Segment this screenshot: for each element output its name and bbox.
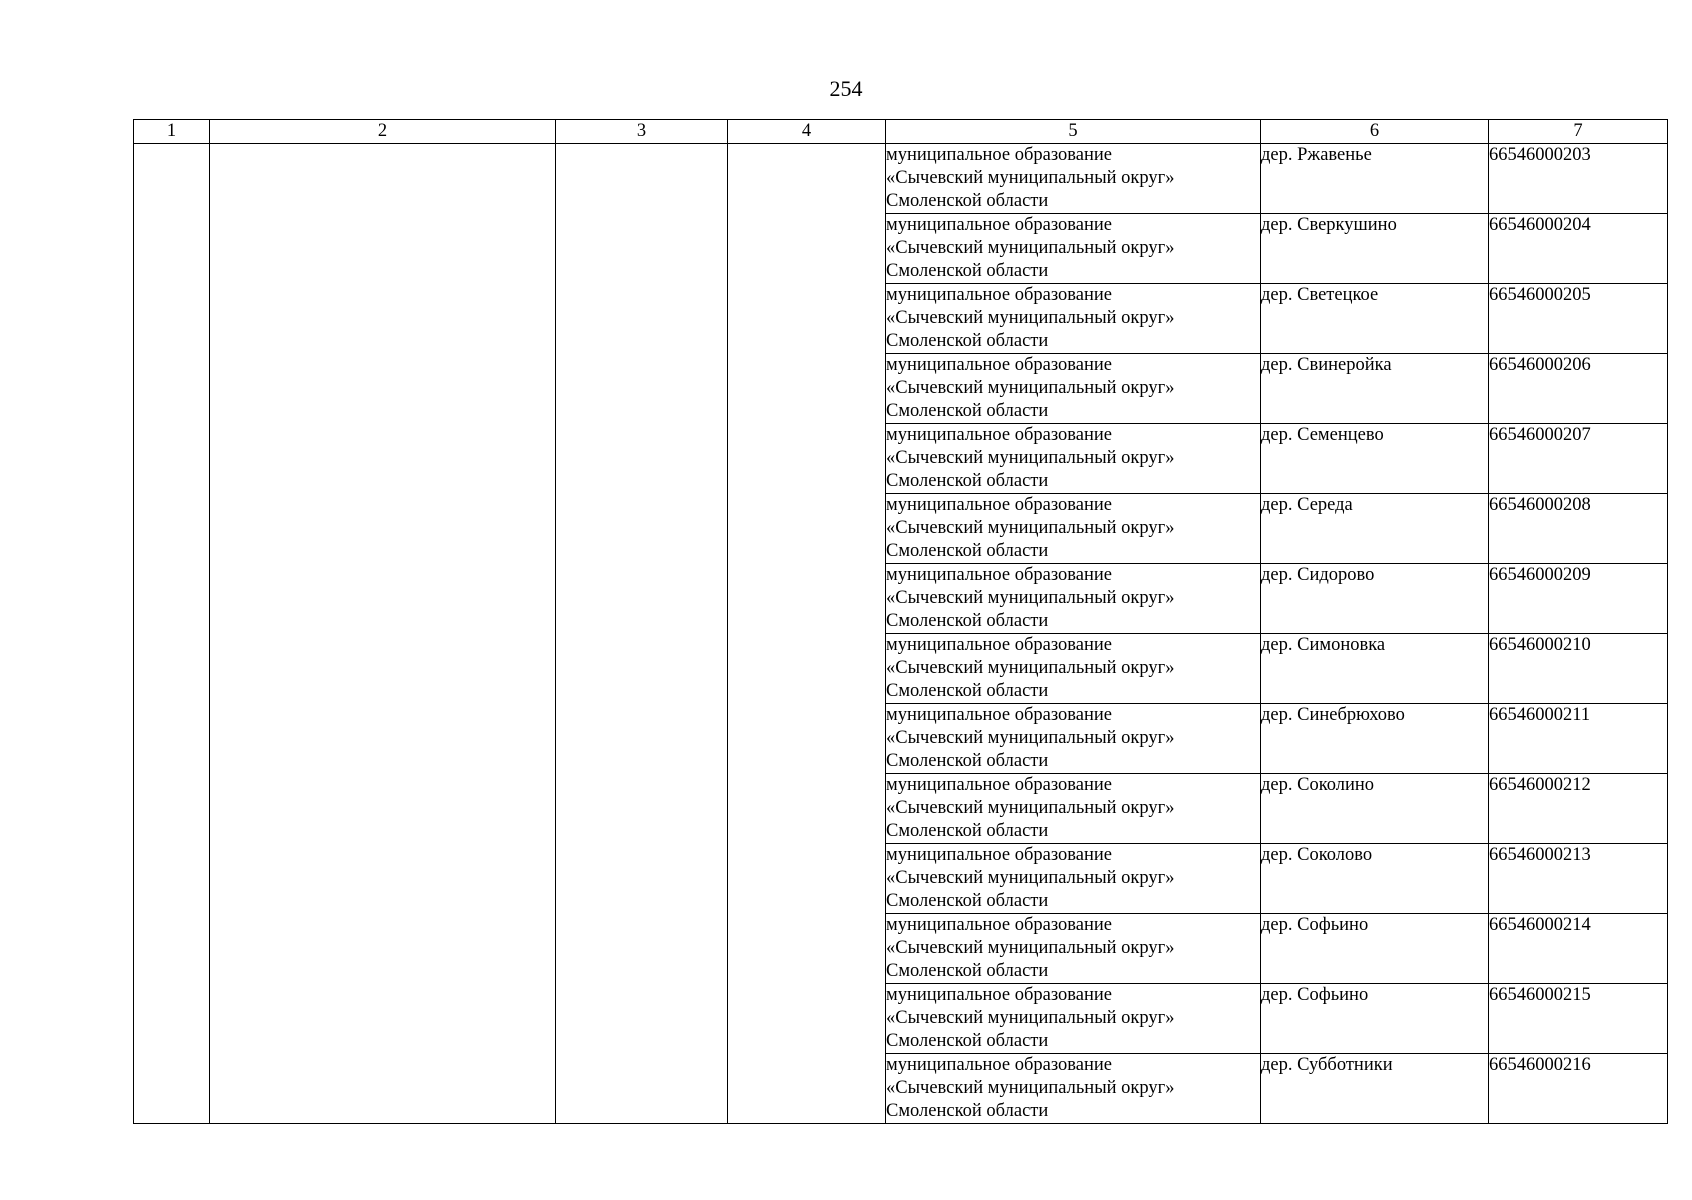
municipality-line: Смоленской области xyxy=(886,1031,1049,1051)
settlement-cell: дер. Сидорово xyxy=(1261,564,1489,634)
municipality-line: Смоленской области xyxy=(886,611,1049,631)
column-header: 5 xyxy=(886,120,1261,144)
code-cell: 66546000207 xyxy=(1489,424,1668,494)
code-cell: 66546000216 xyxy=(1489,1054,1668,1124)
municipality-line: «Сычевский муниципальный округ» xyxy=(886,938,1175,958)
code-cell: 66546000208 xyxy=(1489,494,1668,564)
municipality-line: муниципальное образование xyxy=(886,495,1113,515)
settlement-cell: дер. Соколово xyxy=(1261,844,1489,914)
municipality-line: Смоленской области xyxy=(886,471,1049,491)
municipality-line: «Сычевский муниципальный округ» xyxy=(886,518,1175,538)
code-cell: 66546000212 xyxy=(1489,774,1668,844)
municipality-line: «Сычевский муниципальный округ» xyxy=(886,168,1175,188)
code-cell: 66546000213 xyxy=(1489,844,1668,914)
municipality-line: «Сычевский муниципальный округ» xyxy=(886,1008,1175,1028)
municipality-line: Смоленской области xyxy=(886,331,1049,351)
municipality-line: Смоленской области xyxy=(886,681,1049,701)
municipality-line: Смоленской области xyxy=(886,261,1049,281)
municipality-line: Смоленской области xyxy=(886,751,1049,771)
code-cell: 66546000215 xyxy=(1489,984,1668,1054)
municipality-line: «Сычевский муниципальный округ» xyxy=(886,378,1175,398)
merged-empty-cell-col-2 xyxy=(210,144,556,1124)
municipality-line: «Сычевский муниципальный округ» xyxy=(886,728,1175,748)
settlement-cell: дер. Софьино xyxy=(1261,914,1489,984)
municipality-line: муниципальное образование xyxy=(886,1055,1113,1075)
code-cell: 66546000209 xyxy=(1489,564,1668,634)
municipality-line: Смоленской области xyxy=(886,891,1049,911)
municipality-line: муниципальное образование xyxy=(886,845,1113,865)
merged-empty-cell-col-3 xyxy=(556,144,728,1124)
table-body xyxy=(134,144,1668,1124)
column-number-header-row xyxy=(134,120,1668,144)
settlement-cell: дер. Сверкушино xyxy=(1261,214,1489,284)
settlement-cell: дер. Софьино xyxy=(1261,984,1489,1054)
municipality-line: «Сычевский муниципальный округ» xyxy=(886,588,1175,608)
municipality-line: муниципальное образование xyxy=(886,145,1113,165)
municipality-line: муниципальное образование xyxy=(886,215,1113,235)
municipality-line: муниципальное образование xyxy=(886,425,1113,445)
code-cell: 66546000204 xyxy=(1489,214,1668,284)
municipality-line: «Сычевский муниципальный округ» xyxy=(886,1078,1175,1098)
code-cell: 66546000214 xyxy=(1489,914,1668,984)
settlement-cell: дер. Соколино xyxy=(1261,774,1489,844)
municipality-cell xyxy=(886,634,1261,704)
merged-empty-cell-col-1 xyxy=(134,144,210,1124)
municipality-line: муниципальное образование xyxy=(886,915,1113,935)
municipality-line: муниципальное образование xyxy=(886,565,1113,585)
municipality-cell xyxy=(886,564,1261,634)
municipality-cell xyxy=(886,144,1261,214)
settlement-cell: дер. Ржавенье xyxy=(1261,144,1489,214)
settlement-cell: дер. Светецкое xyxy=(1261,284,1489,354)
column-header: 1 xyxy=(134,120,210,144)
code-cell: 66546000210 xyxy=(1489,634,1668,704)
column-header: 2 xyxy=(210,120,556,144)
code-cell: 66546000205 xyxy=(1489,284,1668,354)
settlement-cell: дер. Свинеройка xyxy=(1261,354,1489,424)
code-cell: 66546000203 xyxy=(1489,144,1668,214)
municipality-cell xyxy=(886,284,1261,354)
settlement-cell: дер. Симоновка xyxy=(1261,634,1489,704)
municipality-line: Смоленской области xyxy=(886,541,1049,561)
municipality-line: «Сычевский муниципальный округ» xyxy=(886,658,1175,678)
municipality-line: муниципальное образование xyxy=(886,285,1113,305)
municipality-cell xyxy=(886,984,1261,1054)
municipality-line: Смоленской области xyxy=(886,821,1049,841)
municipality-cell xyxy=(886,844,1261,914)
code-cell: 66546000206 xyxy=(1489,354,1668,424)
page-number: 254 xyxy=(829,76,863,101)
municipality-line: муниципальное образование xyxy=(886,985,1113,1005)
municipality-cell xyxy=(886,354,1261,424)
municipality-line: «Сычевский муниципальный округ» xyxy=(886,308,1175,328)
code-cell: 66546000211 xyxy=(1489,704,1668,774)
municipality-line: Смоленской области xyxy=(886,961,1049,981)
settlement-cell: дер. Середа xyxy=(1261,494,1489,564)
registry-table xyxy=(133,119,1668,1124)
municipality-cell xyxy=(886,704,1261,774)
settlement-cell: дер. Семенцево xyxy=(1261,424,1489,494)
column-header: 7 xyxy=(1489,120,1668,144)
municipality-cell xyxy=(886,1054,1261,1124)
settlement-cell: дер. Субботники xyxy=(1261,1054,1489,1124)
municipality-cell xyxy=(886,914,1261,984)
municipality-cell xyxy=(886,424,1261,494)
municipality-line: муниципальное образование xyxy=(886,635,1113,655)
municipality-line: Смоленской области xyxy=(886,401,1049,421)
column-header: 6 xyxy=(1261,120,1489,144)
municipality-line: муниципальное образование xyxy=(886,355,1113,375)
column-header: 3 xyxy=(556,120,728,144)
municipality-line: Смоленской области xyxy=(886,191,1049,211)
municipality-line: муниципальное образование xyxy=(886,705,1113,725)
municipality-line: «Сычевский муниципальный округ» xyxy=(886,868,1175,888)
municipality-line: «Сычевский муниципальный округ» xyxy=(886,798,1175,818)
merged-empty-cell-col-4 xyxy=(728,144,886,1124)
municipality-line: «Сычевский муниципальный округ» xyxy=(886,448,1175,468)
column-header: 4 xyxy=(728,120,886,144)
municipality-line: Смоленской области xyxy=(886,1101,1049,1121)
municipality-cell xyxy=(886,774,1261,844)
table-row xyxy=(134,144,1668,214)
municipality-cell xyxy=(886,494,1261,564)
municipality-cell xyxy=(886,214,1261,284)
municipality-line: «Сычевский муниципальный округ» xyxy=(886,238,1175,258)
settlement-cell: дер. Синебрюхово xyxy=(1261,704,1489,774)
municipality-line: муниципальное образование xyxy=(886,775,1113,795)
